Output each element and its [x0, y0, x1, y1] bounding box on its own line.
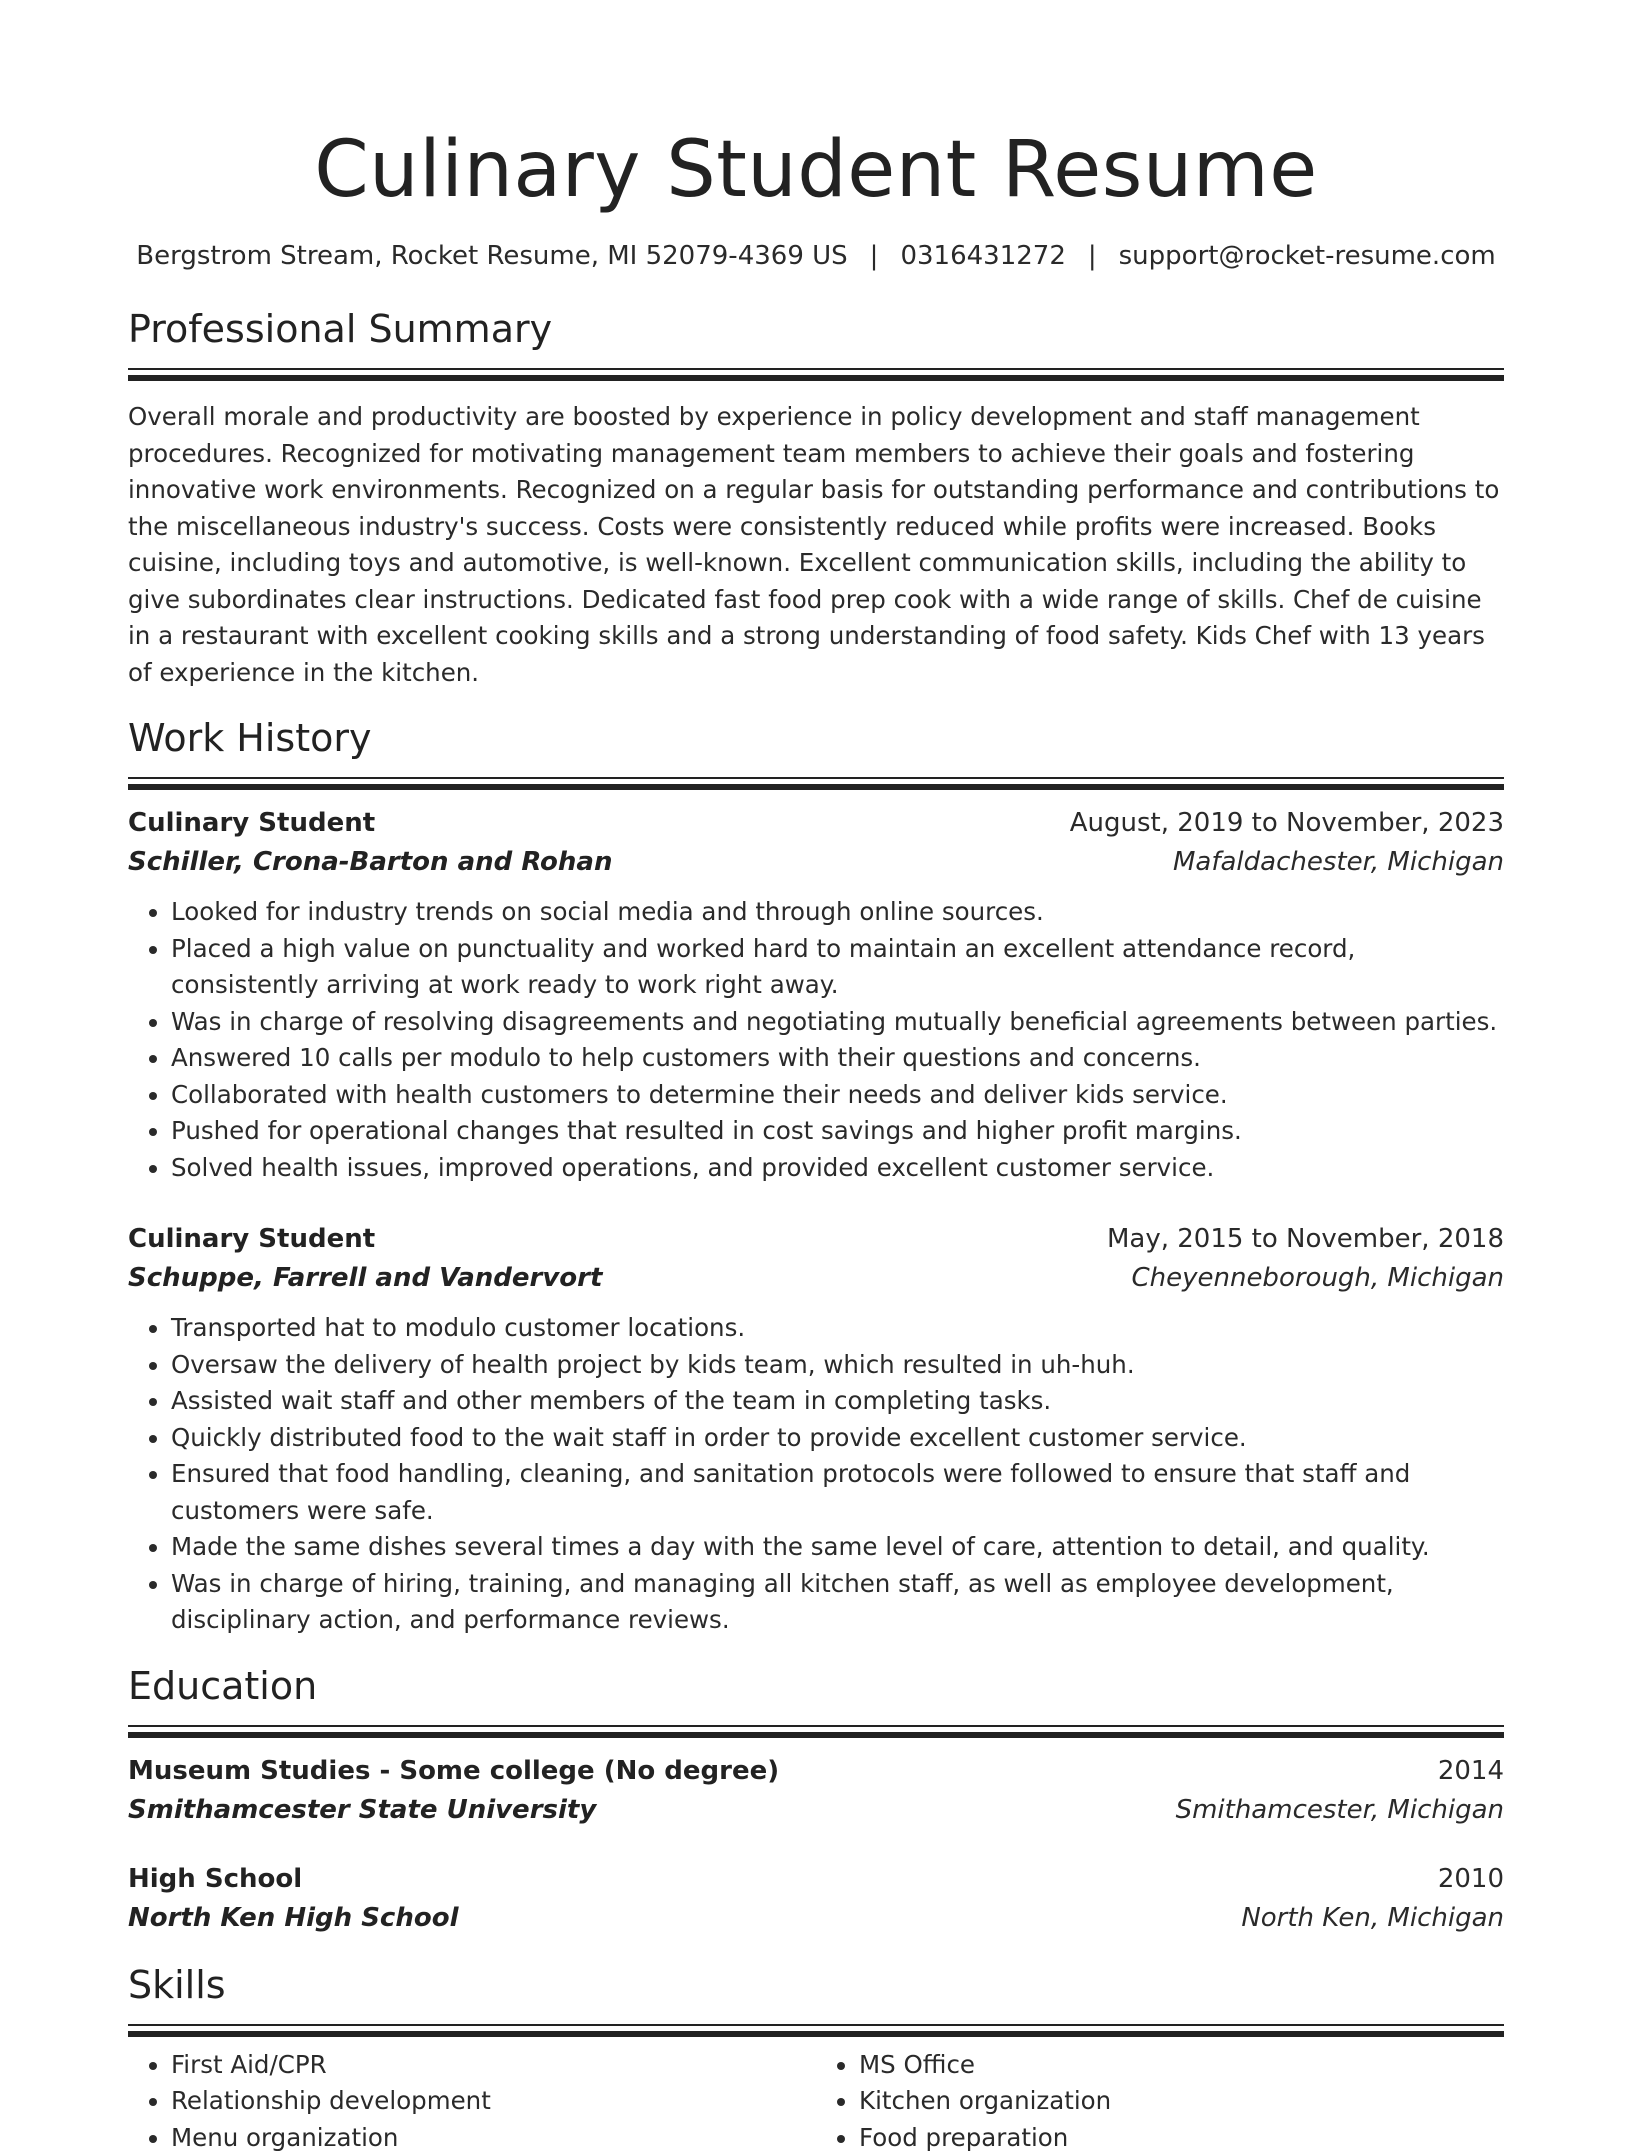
job-bullet: • Oversaw the delivery of health project by kids team, which resulted in uh-huh.	[171, 1347, 1504, 1384]
job-dates: August, 2019 to November, 2023	[1070, 804, 1504, 842]
education-degree: Museum Studies - Some college (No degree)	[128, 1752, 779, 1790]
education-section	[128, 1661, 1504, 1938]
job-bullet: • Ensured that food handling, cleaning, and sanitation protocols were followed to ensure that staff and customers were safe.	[171, 1456, 1504, 1529]
work-section	[128, 713, 1504, 1639]
job-bullet: • Was in charge of hiring, training, and managing all kitchen staff, as well as employee development, disciplinary action, and performance reviews.	[171, 1566, 1504, 1639]
job-company: Schuppe, Farrell and Vandervort	[128, 1258, 602, 1298]
job-bullet: • Solved health issues, improved operations, and provided excellent customer service.	[171, 1150, 1504, 1187]
education-heading: Education	[128, 1661, 1504, 1711]
job-location: Cheyenneborough, Michigan	[1131, 1258, 1504, 1298]
contact-address: Bergstrom Stream, Rocket Resume, MI 52079-4369 US	[136, 241, 847, 271]
job-bullet: • Collaborated with health customers to determine their needs and deliver kids service.	[171, 1077, 1504, 1114]
education-year: 2010	[1438, 1860, 1504, 1898]
job-bullet: • Quickly distributed food to the wait staff in order to provide excellent customer service.	[171, 1420, 1504, 1457]
education-entry	[128, 1752, 1504, 1830]
skill-item: • Menu organization	[171, 2120, 816, 2156]
job-role: Culinary Student	[128, 804, 375, 842]
job-bullets	[128, 1310, 1504, 1639]
job-bullet: • Answered 10 calls per modulo to help customers with their questions and concerns.	[171, 1040, 1504, 1077]
resume-title: Culinary Student Resume	[128, 0, 1504, 218]
contact-phone: 0316431272	[900, 241, 1065, 271]
skill-item: • Relationship development	[171, 2083, 816, 2120]
education-school: North Ken High School	[128, 1898, 458, 1938]
job-bullets	[128, 894, 1504, 1186]
skills-list-right	[816, 2047, 1504, 2156]
summary-text: Overall morale and productivity are boosted by experience in policy development and staff management procedures. Recognized for motivating management team members to achieve their goals and fostering innovative work environments. Recognized on a regular basis for outstanding performance and contributions to the miscellaneous industry's success. Costs were consistently reduced while profits were increased. Books cuisine, including toys and automotive, is well-known. Excellent communication skills, including the ability to give subordinates clear instructions. Dedicated fast food prep cook with a wide range of skills. Chef de cuisine in a restaurant with excellent cooking skills and a strong understanding of food safety. Kids Chef with 13 years of experience in the kitchen.	[128, 399, 1504, 691]
summary-heading: Professional Summary	[128, 304, 1504, 354]
contact-separator: |	[1088, 241, 1097, 271]
section-divider	[128, 1725, 1504, 1732]
skills-heading: Skills	[128, 1960, 1504, 2010]
job-bullet: • Pushed for operational changes that resulted in cost savings and higher profit margins.	[171, 1113, 1504, 1150]
job-location: Mafaldachester, Michigan	[1173, 842, 1504, 882]
education-degree: High School	[128, 1860, 302, 1898]
summary-section	[128, 304, 1504, 691]
skill-item: • First Aid/CPR	[171, 2047, 816, 2084]
education-location: North Ken, Michigan	[1241, 1898, 1504, 1938]
section-divider	[128, 368, 1504, 375]
skills-section	[128, 1960, 1504, 2156]
job-dates: May, 2015 to November, 2018	[1107, 1220, 1504, 1258]
job-bullet: • Made the same dishes several times a day with the same level of care, attention to detail, and quality.	[171, 1529, 1504, 1566]
job-role: Culinary Student	[128, 1220, 375, 1258]
education-school: Smithamcester State University	[128, 1790, 596, 1830]
education-entry	[128, 1860, 1504, 1938]
job-entry	[128, 804, 1504, 1186]
education-year: 2014	[1438, 1752, 1504, 1790]
job-entry	[128, 1220, 1504, 1639]
skills-columns	[128, 2047, 1504, 2156]
skills-list-left	[128, 2047, 816, 2156]
section-divider	[128, 2024, 1504, 2031]
job-bullet: • Assisted wait staff and other members of the team in completing tasks.	[171, 1383, 1504, 1420]
education-location: Smithamcester, Michigan	[1176, 1790, 1504, 1830]
job-company: Schiller, Crona-Barton and Rohan	[128, 842, 612, 882]
job-bullet: • Placed a high value on punctuality and worked hard to maintain an excellent attendance record, consistently arriving at work ready to work right away.	[171, 931, 1504, 1004]
job-bullet: • Looked for industry trends on social media and through online sources.	[171, 894, 1504, 931]
job-bullet: • Transported hat to modulo customer locations.	[171, 1310, 1504, 1347]
section-divider	[128, 777, 1504, 784]
skill-item: • Kitchen organization	[859, 2083, 1504, 2120]
contact-line	[128, 238, 1504, 274]
work-heading: Work History	[128, 713, 1504, 763]
contact-email[interactable]: support@rocket-resume.com	[1119, 241, 1496, 271]
skill-item: • MS Office	[859, 2047, 1504, 2084]
job-bullet: • Was in charge of resolving disagreements and negotiating mutually beneficial agreements between parties.	[171, 1004, 1504, 1041]
contact-separator: |	[870, 241, 879, 271]
skill-item: • Food preparation	[859, 2120, 1504, 2156]
